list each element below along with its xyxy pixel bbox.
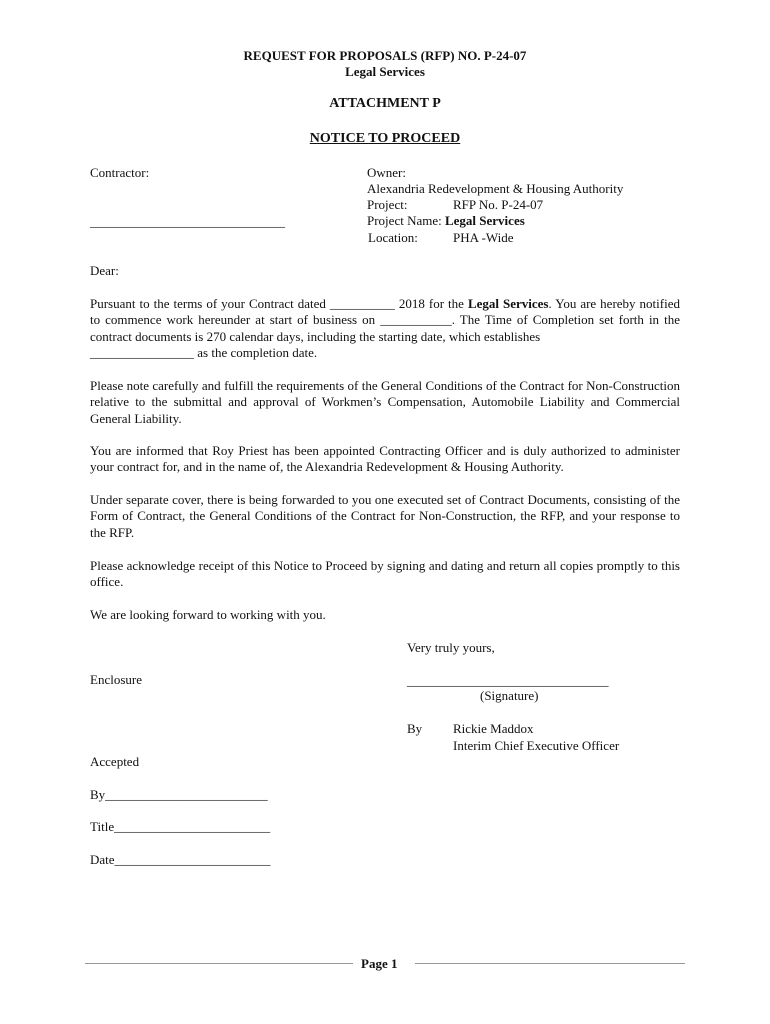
footer-rule-right: [415, 963, 685, 964]
location-value: PHA -Wide: [453, 230, 514, 245]
signer-name: Rickie Maddox: [453, 721, 534, 736]
paragraph-insurance: Please note carefully and fulfill the requirements of the General Conditions of the Contract for Non-Construction relative to the submittal and approval of Workmen’s Compensation, Automobile Liability and Commercial General Liability.: [90, 378, 680, 426]
p1-text-c: ________________ as the completion date.: [90, 345, 318, 361]
paragraph-commence: [90, 296, 680, 362]
footer-rule-left: [85, 963, 353, 964]
paragraph-closing-note: We are looking forward to working with you.: [90, 607, 326, 622]
project-name-label: Project Name:: [367, 213, 442, 228]
rfp-subtitle: Legal Services: [345, 64, 425, 79]
paragraph-acknowledge: Please acknowledge receipt of this Notice to Proceed by signing and dating and return all copies promptly to this office.: [90, 558, 680, 590]
accepted-title-field: Title________________________: [90, 819, 271, 834]
paragraph-documents: Under separate cover, there is being forwarded to you one executed set of Contract Documents, consisting of the Form of Contract, the General Conditions of the Contract for Non-Construction, the RFP, and your response to the RFP.: [90, 492, 680, 540]
p1-project-name: Legal Services: [467, 296, 549, 311]
accepted-by-field: By_________________________: [90, 787, 268, 802]
salutation: Dear:: [90, 263, 119, 278]
enclosure: Enclosure: [90, 672, 142, 687]
contractor-blank: ______________________________: [90, 214, 285, 229]
rfp-title: REQUEST FOR PROPOSALS (RFP) NO. P-24-07: [243, 48, 527, 63]
notice-heading: NOTICE TO PROCEED: [309, 131, 461, 146]
project-name-value: Legal Services: [444, 213, 525, 228]
p1-text-a: Pursuant to the terms of your Contract dated __________ 2018 for the: [90, 296, 468, 311]
signature-caption: (Signature): [480, 688, 539, 703]
project-name-row: [367, 213, 525, 229]
accepted-date-field: Date________________________: [90, 852, 271, 867]
location-label: Location:: [368, 230, 418, 245]
page-number: Page 1: [361, 956, 398, 971]
signature-by: By: [407, 721, 423, 736]
project-value: RFP No. P-24-07: [453, 197, 544, 212]
signer-role: Interim Chief Executive Officer: [453, 738, 620, 753]
signature-line: _______________________________: [407, 673, 609, 688]
owner-name: Alexandria Redevelopment & Housing Authority: [367, 181, 624, 196]
project-label: Project:: [367, 197, 408, 212]
paragraph-contracting-officer: You are informed that Roy Priest has been appointed Contracting Officer and is duly authorized to administer your contract for, and in the name of, the Alexandria Redevelopment & Housing Authority.: [90, 443, 680, 475]
accepted-label: Accepted: [90, 754, 140, 769]
attachment-heading: ATTACHMENT P: [329, 96, 441, 111]
owner-label: Owner:: [367, 165, 406, 180]
closing: Very truly yours,: [407, 640, 495, 655]
contractor-label: Contractor:: [90, 165, 150, 180]
p1-text-b: . You are hereby notified to commence work hereunder at start of business on ___________. The Time of Completion set forth in the contract documents is 270 calendar days, including the starting date, which establishes: [90, 296, 680, 344]
